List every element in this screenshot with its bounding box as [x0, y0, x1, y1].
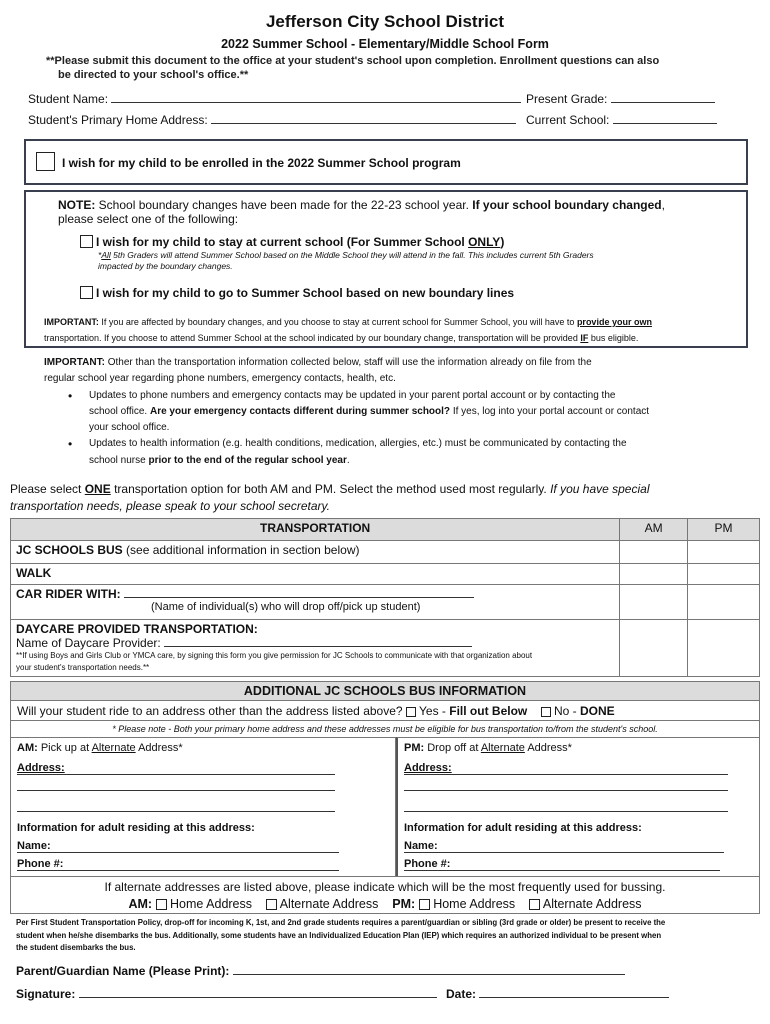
enroll-checkbox[interactable] [36, 152, 55, 171]
car-am-cell[interactable] [620, 585, 688, 620]
transportation-header: TRANSPORTATION [11, 519, 620, 541]
enroll-label: I wish for my child to be enrolled in the 2022 Summer School program [62, 156, 461, 170]
current-school-field[interactable] [613, 113, 717, 124]
am-address-label: Address: [17, 762, 65, 774]
form-subtitle: 2022 Summer School - Elementary/Middle School Form [221, 37, 549, 51]
frequency-question: If alternate addresses are listed above, please indicate which will be the most frequently used for bussing. [104, 880, 666, 894]
transport-instructions: Please select ONE transportation option for both AM and PM. Select the method used most regularly. If you have special transportation needs, please speak to your school secretary. [10, 482, 650, 513]
table-row [11, 585, 760, 620]
fifth-grade-note: *All 5th Graders will attend Summer School based on the Middle School they will attend in the fall. This includes current 5th Graders impacted by the boundary changes. [98, 250, 594, 271]
signature-label: Signature: [16, 987, 76, 1001]
am-name-label: Name: [17, 840, 51, 852]
am-phone-label: Phone #: [17, 858, 64, 870]
am-address-block: AM: Pick up at Alternate Address* Address: Information for adult residing at this address: Name: Phone #: [10, 737, 396, 877]
date-field[interactable] [479, 987, 669, 998]
parent-name-label: Parent/Guardian Name (Please Print): [16, 964, 230, 978]
new-boundary-checkbox[interactable] [80, 286, 93, 299]
car-rider-option: CAR RIDER WITH: (Name of individual(s) who will drop off/pick up student) [11, 585, 620, 620]
bus-pm-cell[interactable] [688, 541, 760, 564]
student-name-field[interactable] [111, 92, 521, 103]
stay-current-school-checkbox[interactable] [80, 235, 93, 248]
no-checkbox[interactable] [541, 707, 551, 717]
table-row [11, 541, 760, 564]
pm-phone-label: Phone #: [404, 858, 451, 870]
jc-schools-bus-option: JC SCHOOLS BUS (see additional information in section below) [11, 541, 620, 564]
phone-update-bullet: • Updates to phone numbers and emergency contacts may be updated in your parent portal account or by contacting the school office. Are your emergency contacts different during summer school? If yes, log into your portal account or contact your school office. [44, 388, 744, 437]
pm-address-label: Address: [404, 762, 452, 774]
daycare-pm-cell[interactable] [688, 620, 760, 677]
yes-checkbox[interactable] [406, 707, 416, 717]
pm-name-label: Name: [404, 840, 438, 852]
notice-line-1: **Please submit this document to the office at your student's school upon completion. Enrollment questions can also [46, 55, 660, 67]
important-info-section: IMPORTANT: Other than the transportation information collected below, staff will use the information already on file from the regular school year regarding phone numbers, emergency contacts, health, etc. • Updates to phone numbers and emergency contacts may be updated in your parent portal account or by contacting the school office. Are your emergency contacts different during summer school? If yes, log into your portal account or contact your school office. • Updates to health information (e.g. health conditions, medication, allergies, etc.) must be communicated by contacting the school nurse prior to the end of the regular school year. [44, 355, 744, 469]
submission-notice [46, 54, 736, 82]
daycare-name-field[interactable] [164, 636, 472, 647]
pm-alternate-checkbox[interactable] [529, 899, 540, 910]
am-home-checkbox[interactable] [156, 899, 167, 910]
health-update-bullet: • Updates to health information (e.g. health conditions, medication, allergies, etc.) must be communicated by contacting the school nurse prior to the end of the regular school year. [44, 436, 744, 469]
form-title: Jefferson City School District [265, 12, 505, 31]
date-label: Date: [446, 987, 477, 1001]
walk-am-cell[interactable] [620, 564, 688, 585]
note-label: NOTE: [58, 198, 96, 212]
new-boundary-label: I wish for my child to go to Summer School based on new boundary lines [96, 286, 515, 300]
pm-address-block: PM: Drop off at Alternate Address* Address: Information for adult residing at this address: Name: Phone #: [396, 737, 760, 877]
boundary-important: IMPORTANT: If you are affected by boundary changes, and you choose to stay at current school for Summer School, you will have to provide your own transportation. If you choose to attend Summer School at the school indicated by our boundary change, transportation will be provided IF bus eligible. [44, 317, 652, 343]
stay-current-school-label: I wish for my child to stay at current school (For Summer School ONLY) [96, 235, 505, 249]
pm-home-checkbox[interactable] [419, 899, 430, 910]
daycare-am-cell[interactable] [620, 620, 688, 677]
transport-policy: Per First Student Transportation Policy, drop-off for incoming K, 1st, and 2nd grade students requires a parent/guardian or sibling (3rd grade or older) be present to receive the student when he/she disembarks the bus. Additionally, some students have an Individualized Education Plan (IEP) which requires an authorized individual to be present when the student disembarks the bus. [16, 918, 666, 952]
parent-name-field[interactable] [233, 964, 625, 975]
pm-header: PM [688, 519, 760, 541]
current-school-label: Current School: [526, 113, 610, 127]
present-grade-row [526, 92, 715, 106]
table-row [11, 564, 760, 585]
home-address-row [28, 113, 516, 127]
enroll-box [24, 139, 748, 185]
alt-address-question-row: Will your student ride to an address other than the address listed above? Yes - Fill out Below No - DONE [10, 700, 760, 721]
transportation-table [10, 518, 760, 677]
notice-line-2: be directed to your school's office.** [58, 69, 249, 81]
am-alternate-checkbox[interactable] [266, 899, 277, 910]
walk-pm-cell[interactable] [688, 564, 760, 585]
am-address-line-3[interactable] [17, 811, 335, 812]
signature-field[interactable] [79, 987, 437, 998]
boundary-box [24, 190, 748, 348]
student-name-label: Student Name: [28, 92, 109, 106]
current-school-row [526, 113, 717, 127]
frequency-section: If alternate addresses are listed above, please indicate which will be the most frequently used for bussing. AM: Home Address Alternate Address PM: Home Address Alternate Address [10, 876, 760, 914]
present-grade-field[interactable] [611, 92, 715, 103]
date-row [446, 987, 669, 1001]
daycare-option: DAYCARE PROVIDED TRANSPORTATION: Name of Daycare Provider: **If using Boys and Girls Club or YMCA care, by signing this form you give permission for JC Schools to communicate with that organization about your student's transportation needs.** [11, 620, 620, 677]
bus-am-cell[interactable] [620, 541, 688, 564]
boundary-note: NOTE: School boundary changes have been made for the 22-23 school year. If your school boundary changed, please select one of the following: [58, 198, 665, 226]
present-grade-label: Present Grade: [526, 92, 608, 106]
pm-address-line-2[interactable] [404, 790, 728, 791]
table-row [11, 620, 760, 677]
home-address-label: Student's Primary Home Address: [28, 113, 208, 127]
home-address-field[interactable] [211, 113, 516, 124]
pm-address-line-3[interactable] [404, 811, 728, 812]
pm-adult-info-label: Information for adult residing at this address: [404, 822, 642, 834]
signature-row [16, 987, 437, 1001]
walk-option: WALK [11, 564, 620, 585]
bus-info-header: ADDITIONAL JC SCHOOLS BUS INFORMATION [10, 681, 760, 701]
am-address-line-2[interactable] [17, 790, 335, 791]
am-adult-info-label: Information for adult residing at this address: [17, 822, 255, 834]
am-header: AM [620, 519, 688, 541]
student-name-row [28, 92, 521, 106]
car-pm-cell[interactable] [688, 585, 760, 620]
car-rider-field[interactable] [124, 587, 474, 598]
eligibility-note: * Please note - Both your primary home address and these addresses must be eligible for bus transportation to/from the student's school. [10, 720, 760, 738]
parent-name-row [16, 964, 625, 978]
